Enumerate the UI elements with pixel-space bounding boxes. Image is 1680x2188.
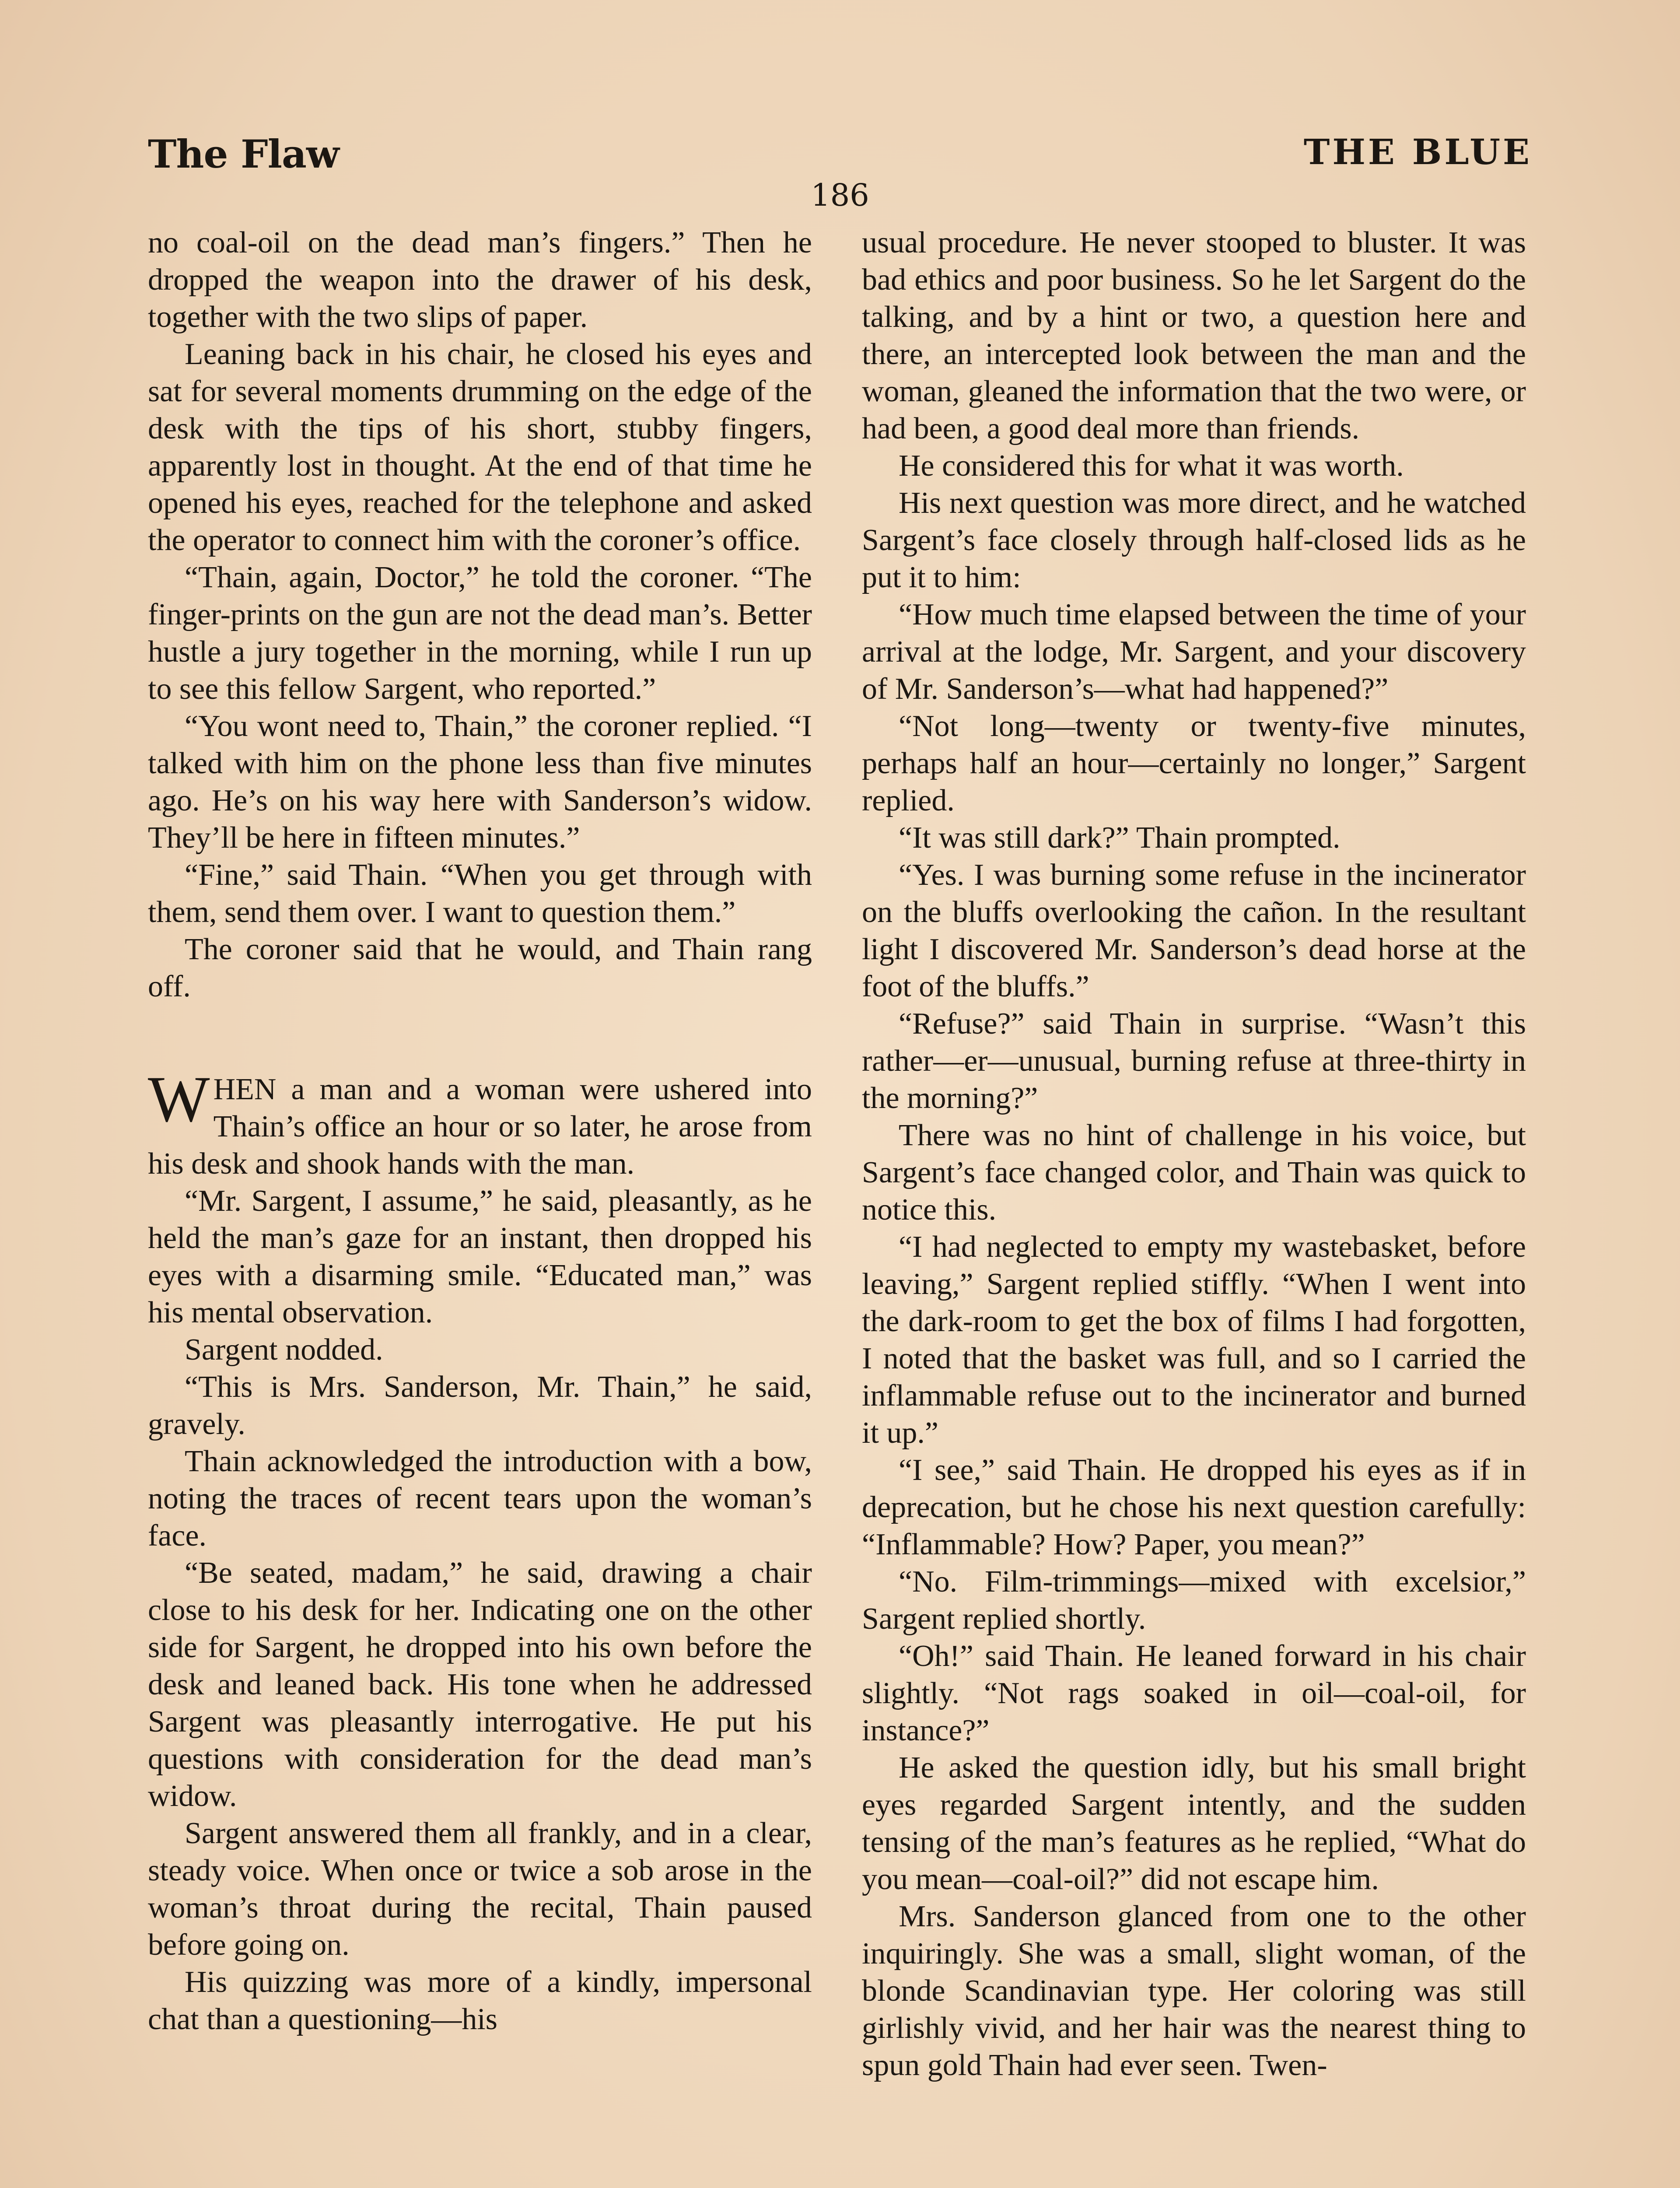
paragraph: Mrs. Sanderson glanced from one to the other inquiringly. She was a small, slight woman, of the blonde Scandinavian type. Her coloring was still girlishly vivid, and her hair was the nearest thing to spun gold Thain had ever seen. Twen- <box>862 1900 1526 2082</box>
paragraph: “I see,” said Thain. He dropped his eyes as if in deprecation, but he chose his next question carefully: “Inflammable? How? Paper, you mean?” <box>862 1453 1526 1561</box>
paragraph: Sargent answered them all frankly, and in a clear, steady voice. When once or twice a sob arose in the woman’s throat during the recital, Thain paused before going on. <box>148 1816 812 1962</box>
paragraph: There was no hint of challenge in his voice, but Sargent’s face changed color, and Thain was quick to notice this. <box>862 1119 1526 1227</box>
page-number: 186 <box>811 177 869 213</box>
paragraph: “Thain, again, Doctor,” he told the coroner. “The finger-prints on the gun are not the dead man’s. Better hustle a jury together in the morning, while I run up to see this fellow Sargent, who reported.” <box>148 561 812 706</box>
magazine-title: THE BLUE <box>1303 131 1532 172</box>
paragraph: “It was still dark?” Thain prompted. <box>899 821 1340 855</box>
paragraph: no coal-oil on the dead man’s fingers.” Then he dropped the weapon into the drawer of his desk, together with the two slips of paper. <box>148 226 812 334</box>
paragraph: “This is Mrs. Sanderson, Mr. Thain,” he said, gravely. <box>148 1370 812 1441</box>
running-head <box>148 131 1532 179</box>
paragraph: “How much time elapsed between the time of your arrival at the lodge, Mr. Sargent, and your discovery of Mr. Sanderson’s—what had happened?” <box>862 598 1526 706</box>
paragraph: “Be seated, madam,” he said, drawing a chair close to his desk for her. Indicating one on the other side for Sargent, he dropped into his own before the desk and leaned back. His tone when he addressed Sargent was pleasantly interrogative. He put his questions with consideration for the dead man’s widow. <box>148 1556 812 1813</box>
paragraph: usual procedure. He never stooped to bluster. It was bad ethics and poor business. So he let Sargent do the talking, and by a hint or two, a question here and there, an intercepted look between the man and the woman, gleaned the information that the two were, or had been, a good deal more than friends. <box>862 226 1526 445</box>
paragraph: “You wont need to, Thain,” the coroner replied. “I talked with him on the phone less than five minutes ago. He’s on his way here with Sanderson’s widow. They’ll be here in fifteen minutes.” <box>148 709 812 855</box>
paragraph: “I had neglected to empty my wastebasket, before leaving,” Sargent replied stiffly. “When I went into the dark-room to get the box of films I had forgotten, I noted that the basket was full, and so I carried the inflammable refuse out to the incinerator and burned it up.” <box>862 1230 1526 1450</box>
paragraph: His next question was more direct, and he watched Sargent’s face closely through half-closed lids as he put it to him: <box>862 486 1526 594</box>
paragraph: He asked the question idly, but his small bright eyes regarded Sargent intently, and the sudden tensing of the man’s features as he replied, “What do you mean—coal-oil?” did not escape him. <box>862 1751 1526 1896</box>
paragraph: “No. Film-trimmings—mixed with excelsior,” Sargent replied shortly. <box>862 1565 1526 1636</box>
section-break <box>148 1005 812 1071</box>
paragraph: His quizzing was more of a kindly, impersonal chat than a questioning—his <box>148 1965 812 2036</box>
paragraph: Sargent nodded. <box>185 1333 383 1367</box>
paragraph: He considered this for what it was worth. <box>899 449 1404 483</box>
paragraph: “Oh!” said Thain. He leaned forward in his chair slightly. “Not rags soaked in oil—coal-oil, for instance?” <box>862 1639 1526 1747</box>
right-column <box>862 224 1526 2084</box>
paragraph: “Not long—twenty or twenty-five minutes, perhaps half an hour—certainly no longer,” Sargent replied. <box>862 709 1526 817</box>
paragraph: “Yes. I was burning some refuse in the incinerator on the bluffs overlooking the cañon. In the resultant light I discovered Mr. Sanderson’s dead horse at the foot of the bluffs.” <box>862 858 1526 1003</box>
paragraph: Thain acknowledged the introduction with a bow, noting the traces of recent tears upon the woman’s face. <box>148 1445 812 1553</box>
story-title: The Flaw <box>148 131 339 177</box>
left-column <box>148 224 812 2038</box>
paragraph: “Refuse?” said Thain in surprise. “Wasn’t this rather—er—unusual, burning refuse at three-thirty in the morning?” <box>862 1007 1526 1115</box>
dropcap-paragraph: WHEN a man and a woman were ushered into Thain’s office an hour or so later, he arose from his desk and shook hands with the man. <box>148 1063 812 1181</box>
paragraph: “Fine,” said Thain. “When you get through with them, send them over. I want to question them.” <box>148 858 812 929</box>
paragraph: “Mr. Sargent, I assume,” he said, pleasantly, as he held the man’s gaze for an instant, then dropped his eyes with a disarming smile. “Educated man,” was his mental observation. <box>148 1184 812 1329</box>
paragraph: The coroner said that he would, and Thain rang off. <box>148 933 812 1003</box>
paragraph: Leaning back in his chair, he closed his eyes and sat for several moments drumming on the edge of the desk with the tips of his short, stubby fingers, apparently lost in thought. At the end of that time he opened his eyes, reached for the telephone and asked the operator to connect him with the coroner’s office. <box>148 337 812 557</box>
